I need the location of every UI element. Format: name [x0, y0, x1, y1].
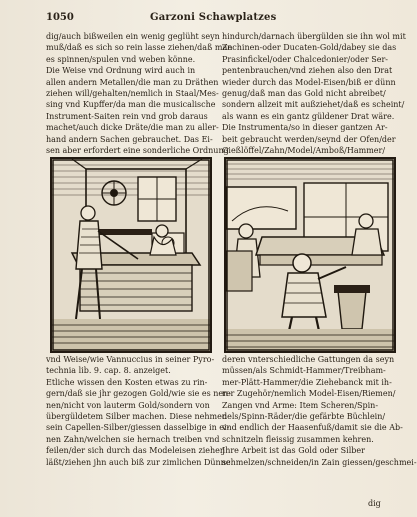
text-line: ziehen will/gehalten/nemlich in Staal/Mes-: [46, 89, 219, 99]
text-line: übergüldetem Silber machen. Diese nehmen: [46, 412, 227, 422]
text-line: machet/auch dicke Dräte/die man zu aller-: [46, 123, 219, 133]
text-line: hand andern Sachen gebrauchet. Das Ei-: [46, 134, 213, 144]
text-line: beit gebraucht werden/seynd der Ofen/der: [222, 134, 396, 144]
page-number: 1050: [46, 12, 74, 23]
text-line: es spinnen/spulen vnd weben könne.: [46, 54, 196, 64]
text-line: Jhre Arbeit ist das Gold oder Silber: [222, 446, 365, 456]
text-line: pentenbrauchen/vnd ziehen also den Drat: [222, 66, 393, 76]
text-line: Prasinfickel/oder Chalcedonier/oder Ser-: [222, 54, 388, 64]
text-line: dig/auch bißweilen ein wenig geglüht seyn: [46, 32, 220, 41]
left-column-bottom-text: [46, 354, 232, 468]
text-line: sondern allzeit mit außziehet/daß es scheint/: [222, 100, 405, 110]
text-line: muß/daß es sich so rein lasse ziehen/daß man: [46, 43, 233, 53]
text-line: Die Weise vnd Ordnung wird auch in: [46, 66, 196, 76]
left-column-top-text: [46, 31, 233, 156]
text-line: nen Zahn/welchen sie hernach treiben vnd: [46, 434, 220, 444]
right-column-bottom-text: [222, 354, 417, 468]
text-line: läßt/ziehen jhn auch biß zur zimlichen Dünne: [46, 457, 231, 467]
woodcut-drawing: [226, 159, 394, 351]
text-line: dels/Spinn-Räder/die gefärbte Büchlein/: [222, 412, 386, 422]
woodcut-drawing: [52, 159, 210, 351]
text-line: Etliche wissen den Kosten etwas zu rin-: [46, 377, 208, 387]
text-line: sen aber erfordert eine sonderliche Ordnung: [46, 146, 229, 156]
text-line: Zechinen-oder Ducaten-Gold/dabey sie das: [222, 43, 397, 53]
text-line: sing vnd Kupffer/da man die musicalische: [46, 100, 216, 110]
text-line: schmelzen/schneiden/in Zain giessen/geschmei-: [222, 457, 417, 467]
text-line: müssen/als Schmidt-Hammer/Treibham-: [222, 366, 386, 376]
text-line: vnd Weise/wie Vannuccius in seiner Pyro-: [46, 355, 215, 364]
text-line: vnd endlich der Haasenfuß/damit sie die Ab-: [222, 423, 403, 433]
text-line: schnitzeln fleissig zusammen kehren.: [222, 434, 374, 444]
text-line: gern/daß sie jhr gezogen Gold/wie sie es nen-: [46, 389, 232, 399]
right-column-top-text: [222, 31, 406, 156]
text-line: als wann es ein gantz güldener Drat wäre.: [222, 111, 395, 121]
text-line: Zangen vnd Arme: Item Scheren/Spin-: [222, 400, 379, 410]
text-line: deren vnterschiedliche Gattungen da seyn: [222, 355, 395, 364]
text-line: feilen/der sich durch das Modeleisen ziehen: [46, 446, 226, 456]
text-line: Instrument-Saiten rein vnd grob daraus: [46, 111, 208, 121]
text-line: nen/nicht von lauterm Gold/sondern von: [46, 400, 210, 410]
running-title: Garzoni Schawplatzes: [150, 12, 277, 23]
text-line: mer-Plätt-Hammer/die Ziehebanck mit ih-: [222, 377, 392, 387]
text-line: rer Zugehör/nemlich Model-Eisen/Riemen/: [222, 389, 396, 399]
text-line: hindurch/darnach übergülden sie ihn wol mit: [222, 32, 406, 41]
text-line: allen andern Metallen/die man zu Dräthen: [46, 77, 219, 87]
text-line: Gießlöffel/Zahn/Model/Amboß/Hammer/: [222, 146, 386, 156]
woodcut-illustration-goldsmith-workshop: [224, 157, 396, 353]
text-line: sein Capellen-Silber/giessen dasselbige in ei-: [46, 423, 230, 433]
text-line: genug/daß man das Gold nicht abreibet/: [222, 89, 386, 99]
text-line: technia lib. 9. cap. 8. anzeiget.: [46, 366, 171, 376]
text-line: Die Instrumenta/so in dieser gantzen Ar-: [222, 123, 388, 133]
text-line: wieder durch das Model-Eisen/biß er dünn: [222, 77, 396, 87]
woodcut-illustration-wire-drawing: [50, 157, 212, 353]
catchword: dig: [368, 499, 381, 508]
